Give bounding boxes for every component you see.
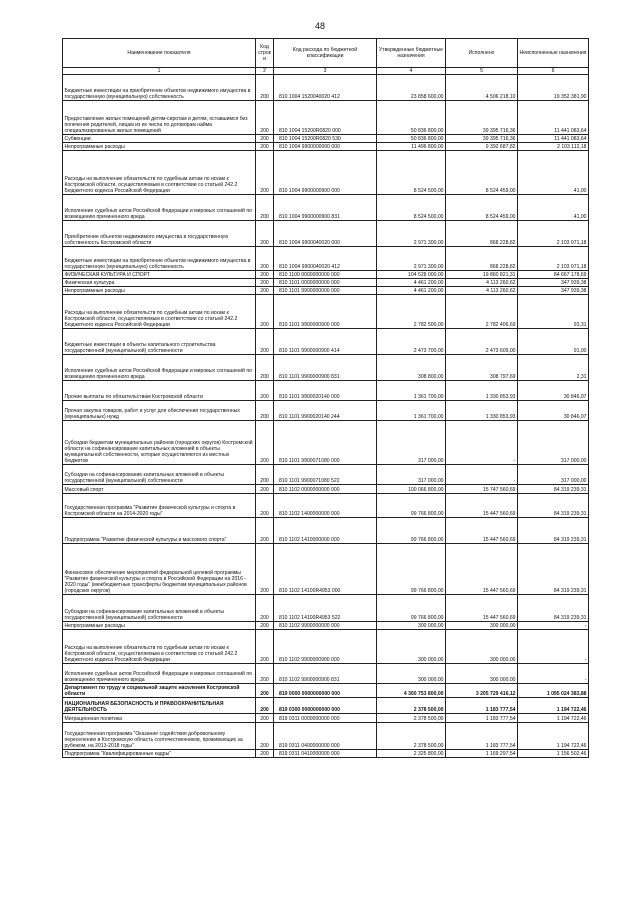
- row-line-code: 200: [256, 247, 274, 271]
- row-budget-code: 810 1101 9900000900 414: [274, 329, 377, 355]
- row-line-code: 200: [256, 143, 274, 151]
- row-remaining: 2 103 112,18: [518, 143, 589, 151]
- row-name: Государственная программа "Оказание содействия добровольному переселению в Костромскую область соотечественников, проживающих за рубежом, на 2013-2018 годы": [63, 723, 256, 750]
- row-executed: 1 330 853,93: [446, 401, 518, 421]
- table-row: [63, 595, 589, 622]
- table-row: [63, 75, 589, 101]
- row-approved: 100 066 800,00: [377, 485, 446, 494]
- row-remaining: 91,00: [518, 329, 589, 355]
- row-budget-code: 810 1101 9900071080 522: [274, 465, 377, 485]
- page-number: 48: [314, 21, 325, 31]
- row-remaining: 1 095 024 383,88: [518, 684, 589, 698]
- row-approved: 104 528 000,00: [377, 271, 446, 279]
- row-budget-code: 810 1101 9900020140 000: [274, 381, 377, 401]
- row-budget-code: 810 1100 0000000000 000: [274, 271, 377, 279]
- row-budget-code: 810 1101 9900000900 000: [274, 295, 377, 329]
- row-executed: 300 000,00: [446, 630, 518, 664]
- row-line-code: 200: [256, 698, 274, 714]
- row-budget-code: 819 0311 0410000000 000: [274, 750, 377, 758]
- row-line-code: 200: [256, 723, 274, 750]
- table-row: [63, 465, 589, 485]
- row-remaining: 2 103 071,18: [518, 221, 589, 247]
- row-budget-code: 810 1102 9900000900 831: [274, 664, 377, 684]
- column-number: 4: [377, 68, 446, 75]
- table-row: [63, 329, 589, 355]
- row-executed: -: [446, 421, 518, 465]
- row-executed: 15 447 560,69: [446, 544, 518, 595]
- row-line-code: 200: [256, 518, 274, 544]
- row-name: Предоставление жилых помещений детям-сиротам и детям, оставшимся без попечения родителей, лицам из их числа по договорам найма специализированных жилых помещений: [63, 101, 256, 135]
- row-approved: 317 000,00: [377, 421, 446, 465]
- row-budget-code: 810 1101 9900000900 831: [274, 355, 377, 381]
- table-row: [63, 195, 589, 221]
- row-executed: 868 228,82: [446, 221, 518, 247]
- row-executed: 868 228,82: [446, 247, 518, 271]
- row-line-code: 200: [256, 544, 274, 595]
- row-remaining: 30 846,07: [518, 401, 589, 421]
- row-remaining: 317 000,00: [518, 421, 589, 465]
- row-executed: 1 183 777,54: [446, 698, 518, 714]
- row-line-code: 200: [256, 295, 274, 329]
- header-approved: Утвержденные бюджетные назначения: [377, 39, 446, 68]
- row-budget-code: 810 1102 14100R4953 522: [274, 595, 377, 622]
- row-remaining: 19 352 381,90: [518, 75, 589, 101]
- table-row: [63, 518, 589, 544]
- header-line-code: Код строк и: [256, 39, 274, 68]
- row-remaining: 1 194 722,46: [518, 698, 589, 714]
- row-name: Субвенции: [63, 135, 256, 143]
- row-line-code: 200: [256, 101, 274, 135]
- row-approved: 300 000,00: [377, 664, 446, 684]
- row-executed: 8 524 459,00: [446, 151, 518, 195]
- row-approved: 50 836 800,00: [377, 101, 446, 135]
- row-remaining: 84 319 239,31: [518, 544, 589, 595]
- row-approved: 99 766 800,00: [377, 518, 446, 544]
- row-remaining: -: [518, 630, 589, 664]
- row-approved: 4 461 200,00: [377, 279, 446, 287]
- row-line-code: 200: [256, 75, 274, 101]
- row-executed: 39 395 716,36: [446, 135, 518, 143]
- row-budget-code: 819 0311 0000000000 000: [274, 714, 377, 723]
- row-remaining: 2,31: [518, 355, 589, 381]
- table-row: [63, 247, 589, 271]
- column-number: 6: [518, 68, 589, 75]
- table-row: [63, 271, 589, 279]
- row-remaining: 84 319 239,31: [518, 595, 589, 622]
- row-line-code: 200: [256, 195, 274, 221]
- row-line-code: 200: [256, 664, 274, 684]
- table-row: [63, 750, 589, 758]
- row-name: Подпрограмма "Развитие физической культуры и массового спорта": [63, 518, 256, 544]
- header-budget-code: Код расхода по бюджетной классификации: [274, 39, 377, 68]
- row-budget-code: 810 1102 9900000000 000: [274, 622, 377, 630]
- row-budget-code: 810 1102 1410000000 000: [274, 518, 377, 544]
- row-name: Бюджетные инвестиции на приобретение объектов недвижимого имущества в государственную (муниципальную) собственность: [63, 247, 256, 271]
- row-budget-code: 810 1102 9900000900 000: [274, 630, 377, 664]
- row-name: Расходы на выполнение обязательств по судебным актам по искам к Костромской области, осуществляемым в соответствии со статьей 242.2 Бюджетного кодекса Российской Федерации: [63, 295, 256, 329]
- table-row: [63, 279, 589, 287]
- table-row: [63, 221, 589, 247]
- row-approved: 4 461 200,00: [377, 287, 446, 295]
- table-row: [63, 723, 589, 750]
- table-row: [63, 698, 589, 714]
- row-name: Физическая культура: [63, 279, 256, 287]
- row-approved: 8 524 500,00: [377, 195, 446, 221]
- row-executed: 2 473 609,00: [446, 329, 518, 355]
- row-line-code: 200: [256, 135, 274, 143]
- row-name: Непрограммные расходы: [63, 143, 256, 151]
- row-budget-code: 810 1101 9900020140 244: [274, 401, 377, 421]
- table-row: [63, 143, 589, 151]
- row-approved: 2 378 500,00: [377, 723, 446, 750]
- table-row: [63, 544, 589, 595]
- row-line-code: 200: [256, 684, 274, 698]
- row-remaining: 84 319 239,31: [518, 494, 589, 518]
- row-budget-code: 810 1004 9900040020 412: [274, 247, 377, 271]
- table-row: [63, 135, 589, 143]
- row-name: Подпрограмма "Квалифицированные кадры": [63, 750, 256, 758]
- table-row: [63, 684, 589, 698]
- row-name: Государственная программа "Развитие физической культуры и спорта в Костромской области на 2014-2020 годы": [63, 494, 256, 518]
- row-executed: 1 183 777,54: [446, 723, 518, 750]
- row-name: Прочие выплаты по обязательствам Костромской области: [63, 381, 256, 401]
- row-executed: 3 205 729 416,12: [446, 684, 518, 698]
- row-budget-code: 810 1102 0000000000 000: [274, 485, 377, 494]
- row-executed: 15 447 560,69: [446, 518, 518, 544]
- table-row: [63, 287, 589, 295]
- row-remaining: -: [518, 622, 589, 630]
- row-line-code: 200: [256, 381, 274, 401]
- row-name: Субсидии на софинансирование капитальных вложений в объекты государственной (муниципальной) собственности: [63, 595, 256, 622]
- row-approved: 4 300 753 800,00: [377, 684, 446, 698]
- row-name: Субсидии на софинансирование капитальных вложений в объекты государственной (муниципальной) собственности: [63, 465, 256, 485]
- row-name: Бюджетные инвестиции в объекты капитального строительства государственной (муниципальной) собственности: [63, 329, 256, 355]
- table-row: [63, 401, 589, 421]
- row-budget-code: 810 1102 14100R4953 000: [274, 544, 377, 595]
- row-name: Непрограммные расходы: [63, 622, 256, 630]
- row-line-code: 200: [256, 595, 274, 622]
- row-line-code: 200: [256, 401, 274, 421]
- row-remaining: 347 939,38: [518, 287, 589, 295]
- row-executed: 4 113 260,62: [446, 279, 518, 287]
- row-approved: 2 378 500,00: [377, 698, 446, 714]
- row-name: Расходы на выполнение обязательств по судебным актам по искам к Костромской области, осуществляемым в соответствии со статьей 242.2 Бюджетного кодекса Российской Федерации: [63, 151, 256, 195]
- row-approved: 11 496 800,00: [377, 143, 446, 151]
- row-approved: 2 378 500,00: [377, 714, 446, 723]
- row-remaining: 347 939,38: [518, 279, 589, 287]
- row-line-code: 200: [256, 329, 274, 355]
- row-remaining: 84 667 178,69: [518, 271, 589, 279]
- row-name: Миграционная политика: [63, 714, 256, 723]
- row-executed: 15 747 560,69: [446, 485, 518, 494]
- column-number: 1: [63, 68, 256, 75]
- row-executed: 1 169 297,54: [446, 750, 518, 758]
- row-line-code: 200: [256, 630, 274, 664]
- row-budget-code: 810 1101 0000000000 000: [274, 279, 377, 287]
- row-remaining: 2 103 071,18: [518, 247, 589, 271]
- row-executed: 19 860 821,31: [446, 271, 518, 279]
- row-executed: 15 447 560,69: [446, 494, 518, 518]
- row-budget-code: 810 1101 9900000000 000: [274, 287, 377, 295]
- row-line-code: 200: [256, 279, 274, 287]
- row-approved: 50 836 800,00: [377, 135, 446, 143]
- row-remaining: 41,00: [518, 151, 589, 195]
- table-row: [63, 355, 589, 381]
- row-approved: 2 971 300,00: [377, 221, 446, 247]
- row-executed: 300 000,00: [446, 622, 518, 630]
- header-unexecuted: Неисполненные назначения: [518, 39, 589, 68]
- row-name: Непрограммные расходы: [63, 287, 256, 295]
- row-approved: 2 971 300,00: [377, 247, 446, 271]
- row-line-code: 200: [256, 465, 274, 485]
- table-row: [63, 381, 589, 401]
- row-approved: 23 858 600,00: [377, 75, 446, 101]
- row-remaining: 84 319 239,31: [518, 485, 589, 494]
- row-remaining: 41,00: [518, 195, 589, 221]
- row-budget-code: 810 1101 9900071080 000: [274, 421, 377, 465]
- row-remaining: 11 441 083,64: [518, 101, 589, 135]
- table-row: [63, 494, 589, 518]
- column-number: 2: [256, 68, 274, 75]
- row-executed: 15 447 560,69: [446, 595, 518, 622]
- row-remaining: 1 194 722,46: [518, 714, 589, 723]
- row-name: Массовый спорт: [63, 485, 256, 494]
- table-row: [63, 295, 589, 329]
- table-row: [63, 421, 589, 465]
- row-approved: 300 000,00: [377, 622, 446, 630]
- row-name: Исполнение судебных актов Российской Федерации и мировых соглашений по возмещению причиненного вреда: [63, 664, 256, 684]
- row-budget-code: 810 1004 15200R0820 530: [274, 135, 377, 143]
- row-executed: 9 392 687,82: [446, 143, 518, 151]
- row-approved: 99 766 800,00: [377, 595, 446, 622]
- row-name: Исполнение судебных актов Российской Федерации и мировых соглашений по возмещению причиненного вреда: [63, 195, 256, 221]
- row-budget-code: 819 0000 0000000000 000: [274, 684, 377, 698]
- row-budget-code: 810 1004 9900000900 000: [274, 151, 377, 195]
- row-name: Прочая закупка товаров, работ и услуг для обеспечения государственных (муниципальных) нужд: [63, 401, 256, 421]
- row-budget-code: 819 0300 0000000000 000: [274, 698, 377, 714]
- row-line-code: 200: [256, 714, 274, 723]
- row-remaining: 30 846,07: [518, 381, 589, 401]
- row-approved: 2 473 700,00: [377, 329, 446, 355]
- row-remaining: 93,31: [518, 295, 589, 329]
- row-line-code: 200: [256, 221, 274, 247]
- table-row: [63, 101, 589, 135]
- row-approved: 8 524 500,00: [377, 151, 446, 195]
- row-executed: 300 000,00: [446, 664, 518, 684]
- row-name: Исполнение судебных актов Российской Федерации и мировых соглашений по возмещению причиненного вреда: [63, 355, 256, 381]
- row-budget-code: 810 1004 9900040020 000: [274, 221, 377, 247]
- row-approved: 308 800,00: [377, 355, 446, 381]
- row-approved: 1 361 700,00: [377, 401, 446, 421]
- row-line-code: 200: [256, 355, 274, 381]
- row-remaining: 84 319 239,31: [518, 518, 589, 544]
- row-budget-code: 810 1004 1520040020 412: [274, 75, 377, 101]
- row-executed: 8 524 459,00: [446, 195, 518, 221]
- row-budget-code: 810 1102 1400000000 000: [274, 494, 377, 518]
- row-budget-code: 819 0311 0400000000 000: [274, 723, 377, 750]
- budget-execution-table: [62, 38, 589, 758]
- row-name: ФИЗИЧЕСКАЯ КУЛЬТУРА И СПОРТ: [63, 271, 256, 279]
- row-executed: 39 395 716,36: [446, 101, 518, 135]
- row-budget-code: 810 1004 9900000000 000: [274, 143, 377, 151]
- row-approved: 317 000,00: [377, 465, 446, 485]
- row-approved: 1 361 700,00: [377, 381, 446, 401]
- row-approved: 99 766 800,00: [377, 494, 446, 518]
- row-remaining: 1 194 722,46: [518, 723, 589, 750]
- row-remaining: -: [518, 664, 589, 684]
- row-name: Финансовое обеспечение мероприятий федеральной целевой программы "Развитие физической культуры и спорта в Российской Федерации на 2016 - 2020 годы" (межбюджетные трансферты бюджетам муниципальных районов (городских округов): [63, 544, 256, 595]
- row-name: НАЦИОНАЛЬНАЯ БЕЗОПАСНОСТЬ И ПРАВООХРАНИТЕЛЬНАЯ ДЕЯТЕЛЬНОСТЬ: [63, 698, 256, 714]
- row-name: Субсидии бюджетам муниципальных районов (городских округов) Костромской области на софинансирование капитальных вложений в объекты муниципальной собственности, которые осуществляются из местных бюджетов: [63, 421, 256, 465]
- row-remaining: 1 156 502,46: [518, 750, 589, 758]
- row-remaining: 317 000,00: [518, 465, 589, 485]
- column-number-row: [63, 68, 589, 75]
- row-name: Бюджетные инвестиции на приобретение объектов недвижимого имущества в государственную (муниципальную) собственность: [63, 75, 256, 101]
- row-name: Расходы на выполнение обязательств по судебным актам по искам к Костромской области, осуществляемым в соответствии со статьей 242.2 Бюджетного кодекса Российской Федерации: [63, 630, 256, 664]
- row-line-code: 200: [256, 421, 274, 465]
- row-line-code: 200: [256, 485, 274, 494]
- row-line-code: 200: [256, 287, 274, 295]
- column-number: 5: [446, 68, 518, 75]
- row-line-code: 200: [256, 622, 274, 630]
- row-budget-code: 810 1004 9900000900 831: [274, 195, 377, 221]
- row-approved: 99 766 800,00: [377, 544, 446, 595]
- row-approved: 2 782 500,00: [377, 295, 446, 329]
- row-line-code: 200: [256, 494, 274, 518]
- table-row: [63, 664, 589, 684]
- table-row: [63, 622, 589, 630]
- header-name: Наименование показателя: [63, 39, 256, 68]
- header-executed: Исполнено: [446, 39, 518, 68]
- row-executed: 4 506 218,10: [446, 75, 518, 101]
- row-line-code: 200: [256, 271, 274, 279]
- table-row: [63, 485, 589, 494]
- row-approved: 2 325 800,00: [377, 750, 446, 758]
- row-approved: 300 000,00: [377, 630, 446, 664]
- table-row: [63, 630, 589, 664]
- row-name: Приобретение объектов недвижимого имущества в государственную собственность Костромской области: [63, 221, 256, 247]
- row-executed: 4 113 260,62: [446, 287, 518, 295]
- row-executed: 2 782 406,69: [446, 295, 518, 329]
- row-name: Департамент по труду и социальной защите населения Костромской области: [63, 684, 256, 698]
- row-executed: -: [446, 465, 518, 485]
- row-remaining: 11 441 083,64: [518, 135, 589, 143]
- row-line-code: 200: [256, 151, 274, 195]
- row-executed: 1 330 853,93: [446, 381, 518, 401]
- row-executed: 308 797,69: [446, 355, 518, 381]
- row-line-code: 200: [256, 750, 274, 758]
- table-row: [63, 151, 589, 195]
- column-number: 3: [274, 68, 377, 75]
- table-row: [63, 714, 589, 723]
- row-executed: 1 183 777,54: [446, 714, 518, 723]
- row-budget-code: 810 1004 15200R0820 000: [274, 101, 377, 135]
